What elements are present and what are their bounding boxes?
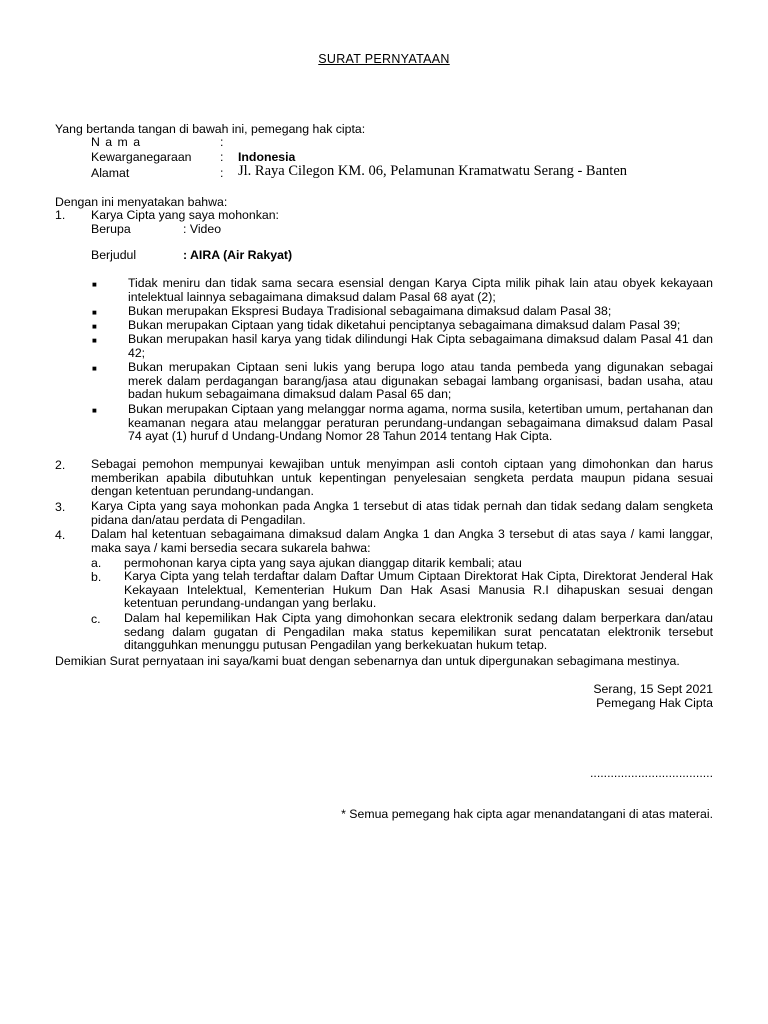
signature-line: .................................... (590, 766, 713, 780)
alamat-colon: : (220, 166, 224, 180)
bullet-item-2: Bukan merupakan Ekspresi Budaya Tradisional sebagaimana dimaksud dalam Pasal 38; (128, 304, 612, 318)
bullet-item-1: Tidak meniru dan tidak sama secara esensial dengan Karya Cipta milik pihak lain atau obyek kekayaan intelektual lainnya sebagaimana dimaksud dalam Pasal 68 ayat (2); (128, 276, 713, 304)
berjudul-label: Berjudul (91, 248, 137, 262)
nama-label: N a m a (91, 135, 142, 149)
footnote: * Semua pemegang hak cipta agar menandatangani di atas materai. (341, 807, 713, 821)
bullet-icon: ■ (92, 406, 97, 415)
item-4c-label: c. (91, 612, 101, 626)
berupa-label: Berupa (91, 222, 131, 236)
kewarganegaraan-value: Indonesia (238, 150, 296, 164)
item-4-number: 4. (55, 528, 66, 542)
item-4b-text: Karya Cipta yang telah terdaftar dalam Daftar Umum Ciptaan Direktorat Hak Cipta, Direktorat Jenderal Hak Kekayaan Intelektual, Kementerian Hukum Dan Hak Asasi Manusia R.I dihapuskan sesuai dengan ketentuan perundang-undangan yang berlaku. (124, 569, 713, 611)
alamat-label: Alamat (91, 166, 130, 180)
bullet-item-5: Bukan merupakan Ciptaan seni lukis yang berupa logo atau tanda pembeda yang digunakan sebagai merek dalam perdagangan barang/jasa atau digunakan sebagai lambang organisasi, badan usaha, atau badan hukum sebagaimana dimaksud dalam Pasal 65 dan; (128, 360, 713, 402)
item-1-text: Karya Cipta yang saya mohonkan: (91, 208, 279, 222)
item-1-number: 1. (55, 208, 66, 222)
kewarganegaraan-label: Kewarganegaraan (91, 150, 192, 164)
bullet-icon: ■ (92, 364, 97, 373)
bullet-icon: ■ (92, 308, 97, 317)
declare-text: Dengan ini menyatakan bahwa: (55, 195, 228, 209)
berupa-value: : Video (183, 222, 222, 236)
berjudul-value: : AIRA (Air Rakyat) (183, 248, 293, 262)
place-date: Serang, 15 Sept 2021 (593, 682, 713, 696)
bullet-icon: ■ (92, 322, 97, 331)
item-2-text: Sebagai pemohon mempunyai kewajiban untuk menyimpan asli contoh ciptaan yang dimohonkan dan harus memberikan apabila dibutuhkan untuk kepentingan penyelesaian sengketa perdata maupun pidana sesuai dengan ketentuan perundang-undangan. (91, 457, 713, 499)
kewarganegaraan-colon: : (220, 150, 224, 164)
item-2-number: 2. (55, 458, 66, 472)
nama-colon: : (220, 135, 224, 149)
intro-text: Yang bertanda tangan di bawah ini, pemegang hak cipta: (55, 122, 366, 136)
item-4a-text: permohonan karya cipta yang saya ajukan dianggap ditarik kembali; atau (124, 556, 522, 570)
item-4a-label: a. (91, 556, 102, 570)
holder-label: Pemegang Hak Cipta (596, 696, 713, 710)
bullet-item-6: Bukan merupakan Ciptaan yang melanggar norma agama, norma susila, ketertiban umum, pertahanan dan keamanan negara atau melanggar peraturan perundang-undangan sebagaimana dimaksud dalam Pasal 74 ayat (1) huruf d Undang-Undang Nomor 28 Tahun 2014 tentang Hak Cipta. (128, 402, 713, 444)
item-4c-text: Dalam hal kepemilikan Hak Cipta yang dimohonkan secara elektronik sedang dalam berperkara dan/atau sedang dalam gugatan di Pengadilan maka status kepemilikan surat pencatatan elektronik tersebut ditangguhkan menunggu putusan Pengadilan yang berkekuatan hukum tetap. (124, 611, 713, 653)
item-3-text: Karya Cipta yang saya mohonkan pada Angka 1 tersebut di atas tidak pernah dan tidak sedang dalam sengketa pidana dan/atau perdata di Pengadilan. (91, 499, 713, 527)
bullet-item-4: Bukan merupakan hasil karya yang tidak dilindungi Hak Cipta sebagaimana dimaksud dalam Pasal 41 dan 42; (128, 332, 713, 360)
alamat-value: Jl. Raya Cilegon KM. 06, Pelamunan Kramatwatu Serang - Banten (238, 163, 628, 179)
item-4-text: Dalam hal ketentuan sebagaimana dimaksud dalam Angka 1 dan Angka 3 tersebut di atas saya / kami langgar, maka saya / kami bersedia secara sukarela bahwa: (91, 527, 713, 555)
bullet-icon: ■ (92, 280, 97, 289)
closing-text: Demikian Surat pernyataan ini saya/kami buat dengan sebenarnya dan untuk dipergunakan sebagimana mestinya. (55, 654, 680, 668)
bullet-icon: ■ (92, 336, 97, 345)
document-title: SURAT PERNYATAAN (318, 52, 450, 66)
item-3-number: 3. (55, 500, 66, 514)
bullet-item-3: Bukan merupakan Ciptaan yang tidak diketahui penciptanya sebagaimana dimaksud dalam Pasal 39; (128, 318, 681, 332)
item-4b-label: b. (91, 570, 102, 584)
